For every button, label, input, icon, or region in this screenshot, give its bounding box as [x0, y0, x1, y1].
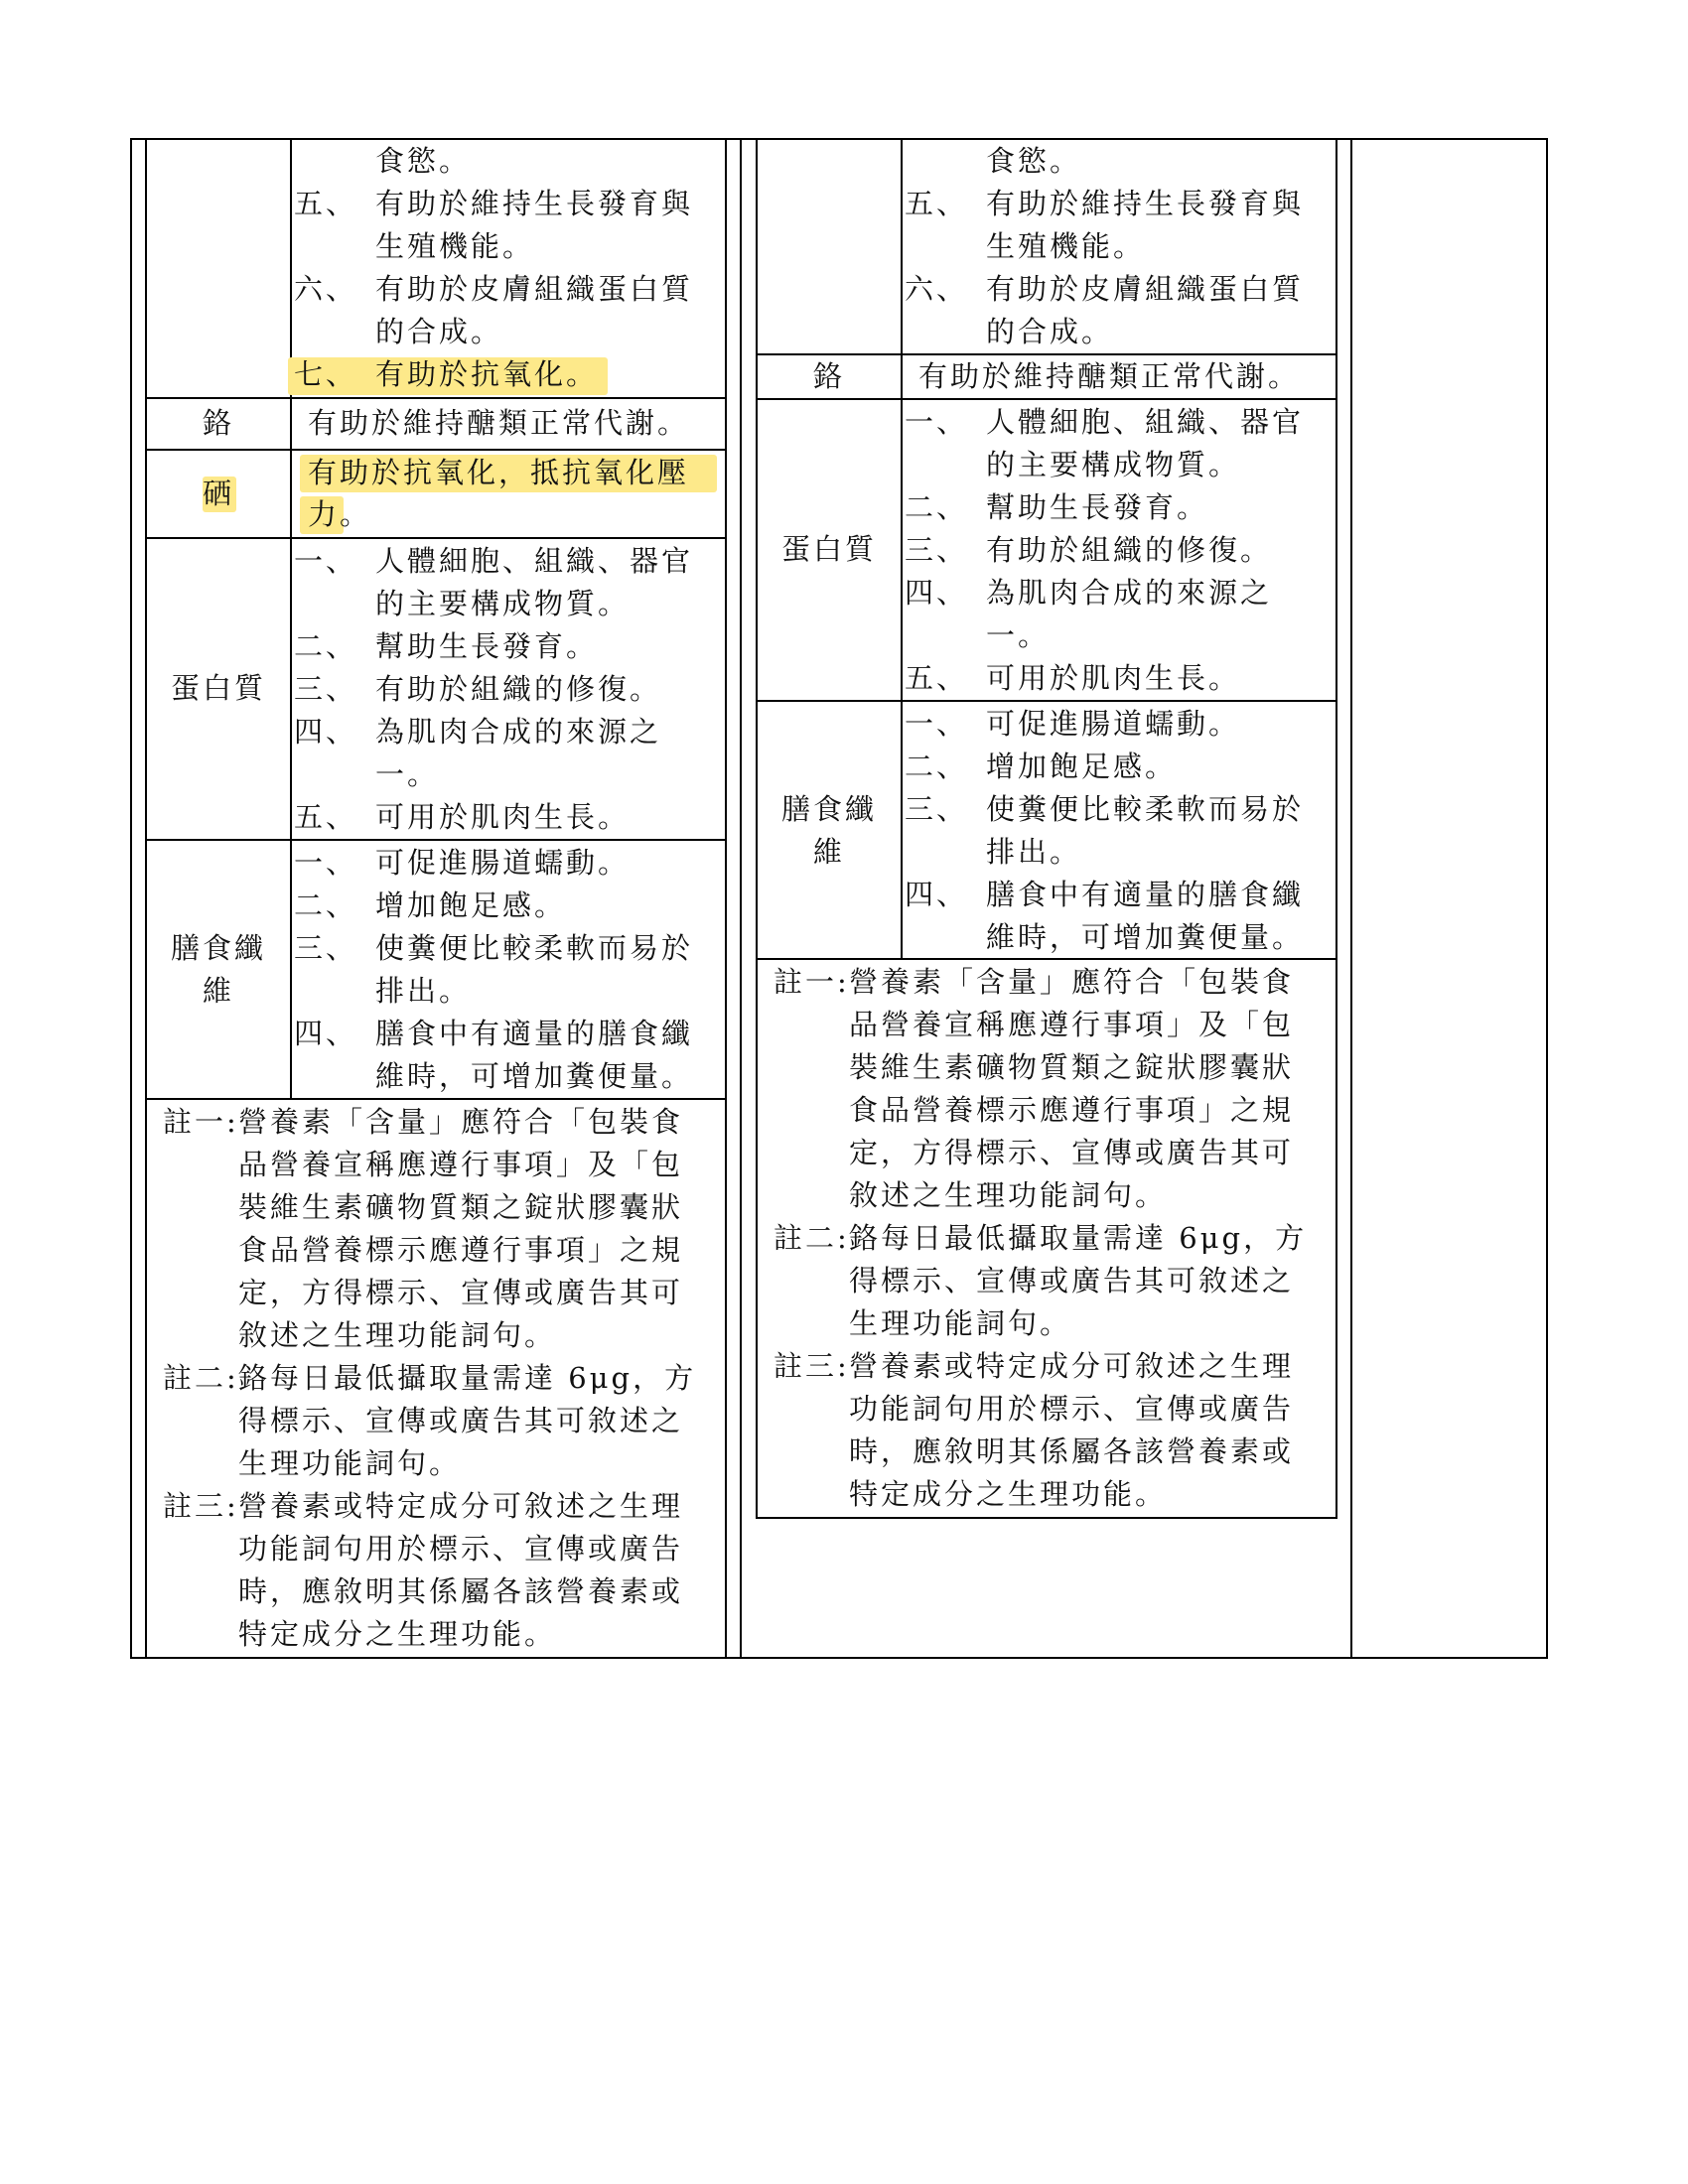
list-item-text: 為肌肉合成的來源之	[986, 576, 1273, 610]
list-item-num: 二、	[905, 490, 969, 524]
chromium-claim: 有助於維持醣類正常代謝。	[918, 359, 1301, 393]
left-row-line	[145, 839, 727, 841]
list-item-text: 生殖機能。	[375, 229, 535, 263]
note-line: 食品營養標示應遵行事項」之規	[849, 1093, 1295, 1127]
list-item-num: 二、	[294, 888, 358, 922]
note-line: 特定成分之生理功能。	[849, 1477, 1168, 1511]
list-item-num: 三、	[294, 672, 358, 706]
list-item-text: 增加飽足感。	[375, 888, 567, 922]
nutrient-name-fiber: 膳食纖	[780, 792, 877, 826]
list-item-num: 一、	[905, 405, 969, 439]
note-line: 時，應敘明其係屬各該營養素或	[238, 1574, 684, 1608]
note-label: 註二:	[163, 1361, 239, 1395]
list-item-num: 五、	[905, 187, 969, 220]
column-divider-2	[1350, 138, 1352, 1659]
list-item-text: 膳食中有適量的膳食纖	[375, 1017, 694, 1050]
nutrient-name-protein: 蛋白質	[780, 532, 877, 566]
list-item-num: 六、	[294, 272, 358, 306]
note-line: 食品營養標示應遵行事項」之規	[238, 1233, 684, 1267]
list-item-num: 七、	[294, 357, 358, 391]
nutrient-name-chromium: 鉻	[202, 406, 234, 440]
list-item-text: 有助於維持生長發育與	[375, 187, 694, 220]
list-item-text: 有助於組織的修復。	[986, 533, 1273, 567]
note-label: 註三:	[163, 1489, 239, 1523]
list-item-num: 四、	[905, 878, 969, 911]
list-item-num: 三、	[905, 533, 969, 567]
list-item-text: 幫助生長發育。	[986, 490, 1209, 524]
selenium-claim: 力。	[308, 497, 372, 531]
list-item-text: 人體細胞、組織、器官	[375, 544, 694, 578]
note-line: 定，方得標示、宣傳或廣告其可	[849, 1136, 1295, 1169]
list-item-text: 膳食中有適量的膳食纖	[986, 878, 1305, 911]
left-row-line	[145, 1098, 727, 1100]
list-item-num: 二、	[905, 750, 969, 783]
list-item-num: 五、	[294, 187, 358, 220]
note-line: 定，方得標示、宣傳或廣告其可	[238, 1276, 684, 1309]
note-line: 營養素或特定成分可敘述之生理	[849, 1349, 1295, 1383]
note-line: 敘述之生理功能詞句。	[849, 1178, 1168, 1212]
list-item-text: 為肌肉合成的來源之	[375, 715, 662, 749]
note-line: 營養素或特定成分可敘述之生理	[238, 1489, 684, 1523]
note-line: 鉻每日最低攝取量需達 6μg，方	[849, 1221, 1308, 1255]
list-item-text: 一。	[986, 618, 1051, 652]
note-line: 營養素「含量」應符合「包裝食	[849, 965, 1295, 999]
list-item-text: 一。	[375, 757, 440, 791]
list-item-text: 的主要構成物質。	[375, 587, 631, 620]
list-item-text: 的合成。	[375, 315, 503, 348]
left-label-col-line	[290, 138, 292, 1099]
list-item-text: 幫助生長發育。	[375, 629, 599, 663]
list-item-num: 三、	[294, 931, 358, 965]
right-label-col-line	[901, 138, 903, 958]
list-item-text: 維時，可增加糞便量。	[375, 1059, 694, 1093]
note-label: 註一:	[774, 965, 850, 999]
note-line: 時，應敘明其係屬各該營養素或	[849, 1434, 1295, 1468]
left-row-line	[145, 537, 727, 539]
list-item-num: 五、	[905, 661, 969, 695]
list-item-text: 食慾。	[986, 144, 1082, 178]
list-item-text: 的合成。	[986, 315, 1114, 348]
nutrient-name-protein: 蛋白質	[170, 671, 266, 705]
list-item-text: 可用於肌肉生長。	[986, 661, 1241, 695]
list-item-num: 四、	[294, 1017, 358, 1050]
note-line: 功能詞句用於標示、宣傳或廣告	[238, 1532, 684, 1566]
note-line: 敘述之生理功能詞句。	[238, 1318, 557, 1352]
right-row-line	[756, 398, 1337, 400]
column-divider-1	[740, 138, 742, 1659]
list-item-text: 有助於皮膚組織蛋白質	[986, 272, 1305, 306]
note-line: 得標示、宣傳或廣告其可敘述之	[849, 1264, 1295, 1297]
list-item-num: 二、	[294, 629, 358, 663]
list-item-num: 四、	[905, 576, 969, 610]
nutrient-name-selenium: 硒	[202, 477, 234, 510]
note-label: 註二:	[774, 1221, 850, 1255]
list-item-text: 增加飽足感。	[986, 750, 1178, 783]
list-item-num: 一、	[905, 707, 969, 741]
list-item-text: 可促進腸道蠕動。	[986, 707, 1241, 741]
list-item-num: 一、	[294, 544, 358, 578]
list-item-text: 排出。	[986, 835, 1082, 869]
list-item-text: 維時，可增加糞便量。	[986, 920, 1305, 954]
list-item-text: 有助於皮膚組織蛋白質	[375, 272, 694, 306]
list-item-text: 有助於維持生長發育與	[986, 187, 1305, 220]
left-row-line	[145, 397, 727, 399]
chromium-claim: 有助於維持醣類正常代謝。	[308, 406, 690, 440]
note-line: 功能詞句用於標示、宣傳或廣告	[849, 1392, 1295, 1426]
note-line: 生理功能詞句。	[849, 1306, 1072, 1340]
nutrient-name-chromium: 鉻	[812, 359, 845, 393]
note-line: 生理功能詞句。	[238, 1446, 462, 1480]
right-row-line	[756, 700, 1337, 702]
list-item-text: 使糞便比較柔軟而易於	[986, 792, 1305, 826]
note-line: 品營養宣稱應遵行事項」及「包	[849, 1008, 1295, 1041]
list-item-text: 使糞便比較柔軟而易於	[375, 931, 694, 965]
selenium-claim: 有助於抗氧化，抵抗氧化壓	[308, 456, 690, 489]
list-item-text: 有助於組織的修復。	[375, 672, 662, 706]
nutrient-name-fiber: 維	[202, 974, 234, 1008]
list-item-text: 可促進腸道蠕動。	[375, 846, 631, 880]
list-item-text: 的主要構成物質。	[986, 448, 1241, 481]
note-line: 營養素「含量」應符合「包裝食	[238, 1105, 684, 1139]
list-item-text: 可用於肌肉生長。	[375, 800, 631, 834]
list-item-num: 五、	[294, 800, 358, 834]
list-item-num: 四、	[294, 715, 358, 749]
note-line: 裝維生素礦物質類之錠狀膠囊狀	[238, 1190, 684, 1224]
note-line: 品營養宣稱應遵行事項」及「包	[238, 1148, 684, 1181]
list-item-text: 人體細胞、組織、器官	[986, 405, 1305, 439]
list-item-text: 有助於抗氧化。	[375, 357, 599, 391]
note-line: 鉻每日最低攝取量需達 6μg，方	[238, 1361, 697, 1395]
list-item-num: 三、	[905, 792, 969, 826]
list-item-text: 生殖機能。	[986, 229, 1146, 263]
note-label: 註三:	[774, 1349, 850, 1383]
list-item-num: 一、	[294, 846, 358, 880]
list-item-num: 六、	[905, 272, 969, 306]
list-item-text: 食慾。	[375, 144, 472, 178]
note-line: 裝維生素礦物質類之錠狀膠囊狀	[849, 1050, 1295, 1084]
nutrient-name-fiber: 維	[812, 835, 845, 869]
note-line: 得標示、宣傳或廣告其可敘述之	[238, 1404, 684, 1437]
nutrient-name-fiber: 膳食纖	[170, 931, 266, 965]
left-row-line	[145, 449, 727, 451]
list-item-text: 排出。	[375, 974, 472, 1008]
note-line: 特定成分之生理功能。	[238, 1617, 557, 1651]
note-label: 註一:	[163, 1105, 239, 1139]
